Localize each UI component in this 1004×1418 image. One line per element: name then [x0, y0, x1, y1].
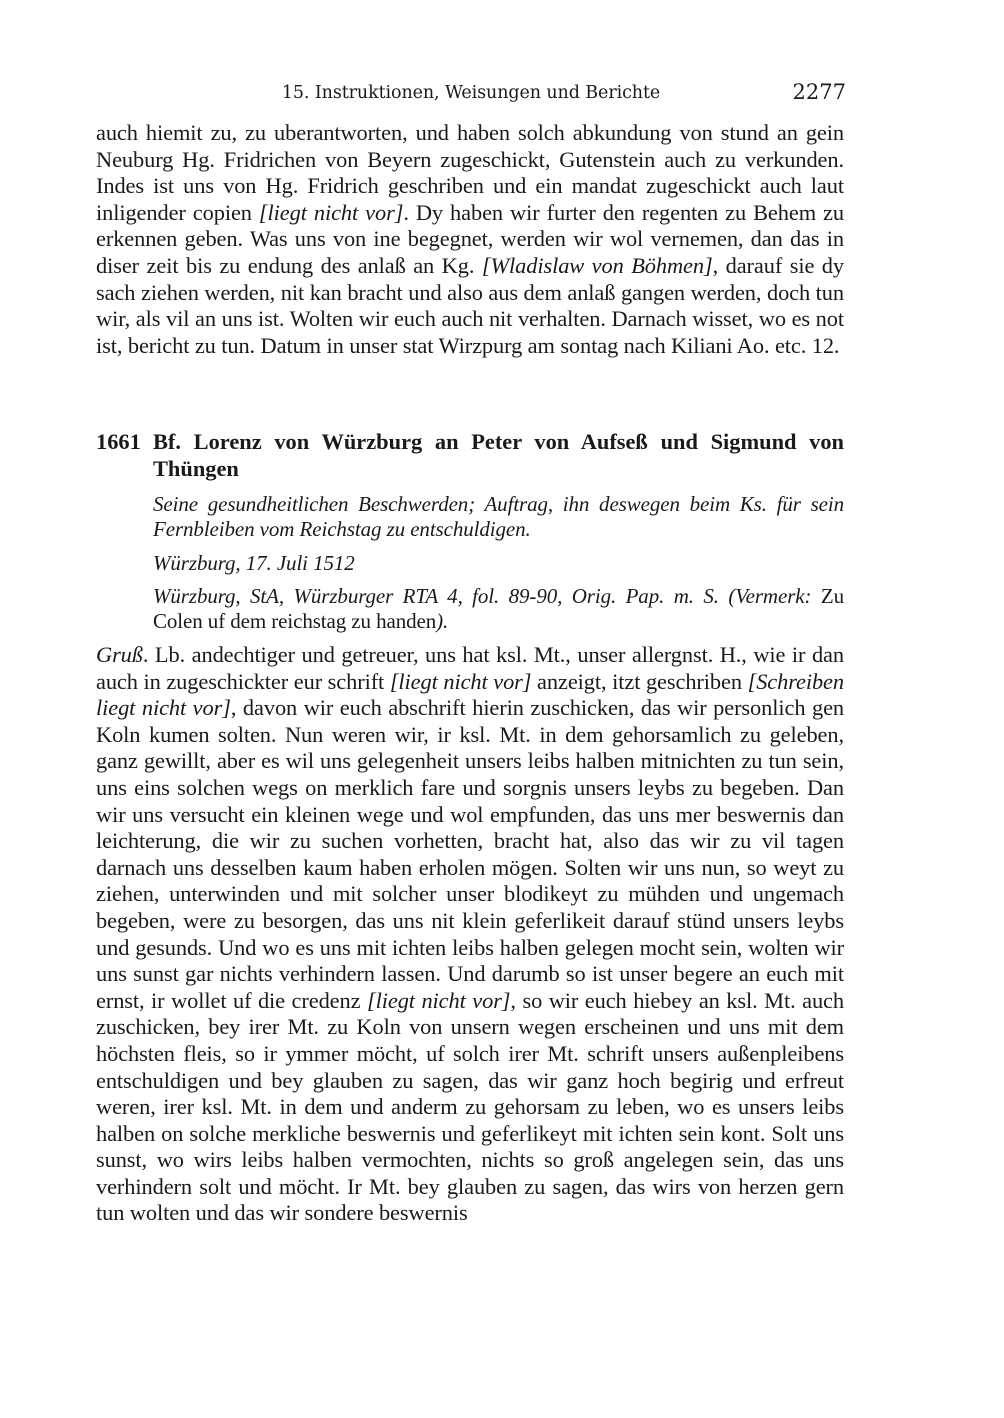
editorial-note: [Wladislaw von Böhmen] — [481, 252, 713, 278]
source-text: Würzburg, StA, Würzburger RTA 4, fol. 89-90, Orig. Pap. m. S. (Vermerk: — [153, 584, 821, 608]
document-date-place: Würzburg, 17. Juli 1512 — [153, 551, 355, 575]
paragraph-text — [96, 642, 844, 1227]
document-source — [153, 584, 844, 634]
page-number: 2277 — [792, 80, 846, 104]
text-run: auch hiemit zu, zu uberantworten, und haben solch abkundung von stund an gein Neuburg Hg. Fridrichen von Beyern zugeschickt, Gutenstein auch zu verkunden. Indes ist uns von Hg. Fridrich geschriben und ein mandat zugeschickt auch laut inligender copien — [96, 120, 844, 225]
paragraph-text — [96, 120, 844, 359]
editorial-note: [liegt nicht vor] — [367, 987, 511, 1013]
running-header — [96, 80, 846, 108]
document-title: Bf. Lorenz von Würzburg an Peter von Aufseß und Sigmund von Thüngen — [153, 429, 844, 481]
running-title: 15. Instruktionen, Weisungen und Berichte — [281, 83, 661, 103]
editorial-note: [liegt nicht vor] — [389, 668, 532, 694]
continuation-paragraph — [96, 120, 844, 359]
text-run: anzeigt, itzt geschriben — [531, 668, 748, 694]
editorial-note: [Schreiben liegt nicht vor] — [96, 668, 844, 721]
source-text-end: ). — [436, 609, 449, 633]
document-heading — [96, 429, 844, 482]
text-run: , darauf sie dy sach ziehen werden, nit kan bracht und also aus dem anlaß gangen werden, doch tun wir, als vil an uns ist. Wolten wir euch auch nit verhalten. Darnach wisset, wo es not ist, bericht zu tun. Datum in unser stat Wirzpurg am sontag nach Kiliani Ao. etc. 12. — [96, 252, 845, 358]
editorial-note: [liegt nicht vor] — [258, 199, 404, 225]
letter-text — [96, 642, 844, 1227]
text-run: , so wir euch hiebey an ksl. Mt. auch zuschicken, bey irer Mt. zu Koln von unsern wegen erscheinen und uns mit dem höchsten fleis, so ir ymmer möcht, uf solch irer Mt. schrift unsers außenpleibens entschuldigen und bey glauben zu sagen, das wir ganz hoch begirig und erfreut weren, irer ksl. Mt. in dem und anderm zu gehorsam zu leben, wo es unsers leibs halben on solche merkliche beswernis und geferlikeyt mit ichten sein kont. Solt uns sunst, wo wirs leibs halben vermochten, nichts so groß angelegen sein, das uns verhindern solt und möcht. Ir Mt. bey glauben zu sagen, das wirs von herzen gern tun wolten und das wir sondere beswernis — [96, 987, 844, 1226]
document-number: 1661 — [96, 429, 141, 454]
source-note-upright: Zu Colen uf dem reichstag zu handen — [153, 584, 844, 633]
salutation: Gruß — [96, 642, 143, 667]
text-run: , davon wir euch abschrift hierin zuschicken, das wir personlich gen Koln kumen solten. Nun weren wir, ir ksl. Mt. in dem gehorsamlich zu geleben, ganz gewillt, aber es wil uns gelegenheit unsers leibs halben mitnichten zu tun sein, uns eins solchen wegs on merklich fare und sorgnis unsers leybs zu begeben. Dan wir uns versucht ein kleinen wege und wol empfunden, das uns mer beswernis dan leichterung, die wir zu suchen vorhetten, bracht hat, also das wir zu vil tagen darnach uns desselben kaum haben erholen mögen. Solten wir uns nun, so weyt zu ziehen, unterwinden und mit solcher unser blodikeyt zu mühden und ungemach begeben, were zu besorgen, das uns nit klein geferlikeit darauf stünd unsers leybs und gesunds. Und wo es uns mit ichten leibs halben gelegen mocht sein, wolten wir uns sunst gar nichts verhindern lassen. Und darumb so ist unser begere an euch mit ernst, ir wollet uf die credenz — [96, 695, 844, 1013]
document-regest: Seine gesundheitlichen Beschwerden; Auftrag, ihn deswegen beim Ks. für sein Fernbleiben vom Reichstag zu entschuldigen. — [153, 492, 844, 541]
text-run: . Lb. andechtiger und getreuer, uns hat ksl. Mt., unser allergnst. H., wie ir dan auch in zugeschickter eur schrift — [96, 642, 844, 694]
text-run: . Dy haben wir furter den regenten zu Behem zu erkennen geben. Was uns von ine begegnet, werden wir wol vernemen, dan das in diser zeit bis zu endung des anlaß an Kg. — [96, 199, 844, 278]
